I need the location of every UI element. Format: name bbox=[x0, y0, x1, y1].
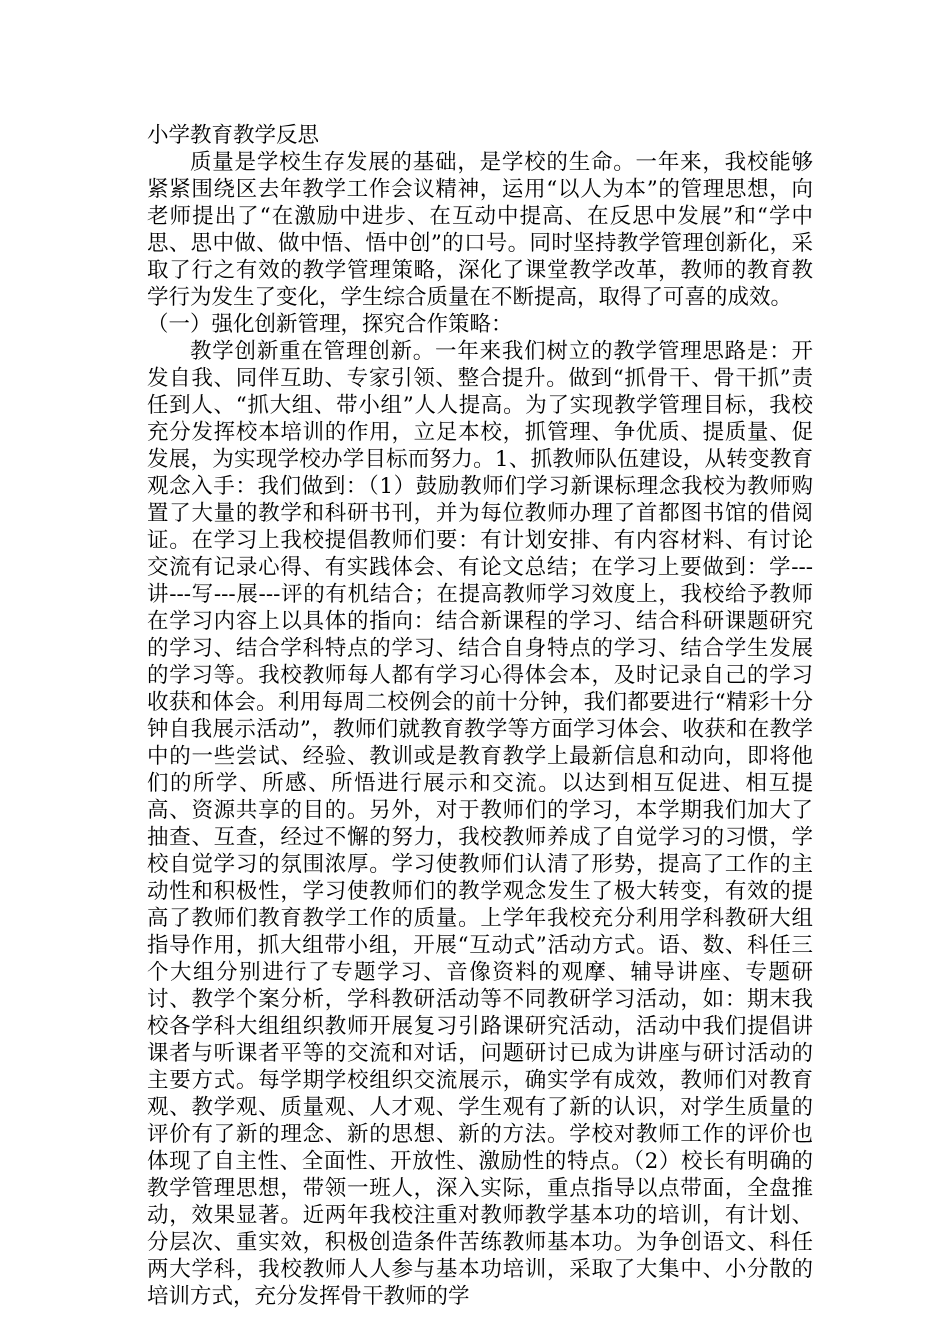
document-title: 小学教育教学反思 bbox=[147, 123, 320, 148]
section-heading: （一）强化创新管理，探究合作策略： bbox=[147, 312, 513, 337]
intro-paragraph: 质量是学校生存发展的基础，是学校的生命。一年来，我校能够紧紧围绕区去年教学工作会议精神，运用“以人为本”的管理思想，向老师提出了“在激励中进步、在互动中提高、在反思中发展”和“学中思、思中做、做中悟、悟中创”的口号。同时坚持教学管理创新化，采取了行之有效的教学管理策略，深化了课堂教学改革，教师的教育教学行为发生了变化，学生综合质量在不断提高，取得了可喜的成效。 bbox=[147, 150, 813, 310]
document-body bbox=[147, 122, 813, 1310]
body-paragraph: 教学创新重在管理创新。一年来我们树立的教学管理思路是：开发自我、同伴互助、专家引领、整合提升。做到“抓骨干、骨干抓”责任到人、“抓大组、带小组”人人提高。为了实现教学管理目标，我校充分发挥校本培训的作用，立足本校，抓管理、争优质、提质量、促发展，为实现学校办学目标而努力。1、抓教师队伍建设，从转变教育观念入手：我们做到：（1）鼓励教师们学习新课标理念我校为教师购置了大量的教学和科研书刊，并为每位教师办理了首都图书馆的借阅证。在学习上我校提倡教师们要：有计划安排、有内容材料、有讨论交流有记录心得、有实践体会、有论文总结；在学习上要做到：学---讲---写---展---评的有机结合；在提高教师学习效度上，我校给予教师在学习内容上以具体的指向：结合新课程的学习、结合科研课题研究的学习、结合学科特点的学习、结合自身特点的学习、结合学生发展的学习等。我校教师每人都有学习心得体会本，及时记录自己的学习收获和体会。利用每周二校例会的前十分钟，我们都要进行“精彩十分钟自我展示活动”，教师们就教育教学等方面学习体会、收获和在教学中的一些尝试、经验、教训或是教育教学上最新信息和动向，即将他们的所学、所感、所悟进行展示和交流。以达到相互促进、相互提高、资源共享的目的。另外，对于教师们的学习，本学期我们加大了抽查、互查，经过不懈的努力，我校教师养成了自觉学习的习惯，学校自觉学习的氛围浓厚。学习使教师们认清了形势，提高了工作的主动性和积极性，学习使教师们的教学观念发生了极大转变，有效的提高了教师们教育教学工作的质量。上学年我校充分利用学科教研大组指导作用，抓大组带小组，开展“互动式”活动方式。语、数、科任三个大组分别进行了专题学习、音像资料的观摩、辅导讲座、专题研讨、教学个案分析，学科教研活动等不同教研学习活动，如：期末我校各学科大组组织教师开展复习引路课研究活动，活动中我们提倡讲课者与听课者平等的交流和对话，问题研讨已成为讲座与研讨活动的主要方式。每学期学校组织交流展示，确实学有成效，教师们对教育观、教学观、质量观、人才观、学生观有了新的认识，对学生质量的评价有了新的理念、新的思想、新的方法。学校对教师工作的评价也体现了自主性、全面性、开放性、激励性的特点。（2）校长有明确的教学管理思想，带领一班人，深入实际，重点指导以点带面，全盘推动，效果显著。近两年我校注重对教师教学基本功的培训，有计划、分层次、重实效，积极创造条件苦练教师基本功。为争创语文、科任两大学科，我校教师人人参与基本功培训，采取了大集中、小分散的培训方式，充分发挥骨干教师的学 bbox=[147, 339, 813, 1309]
